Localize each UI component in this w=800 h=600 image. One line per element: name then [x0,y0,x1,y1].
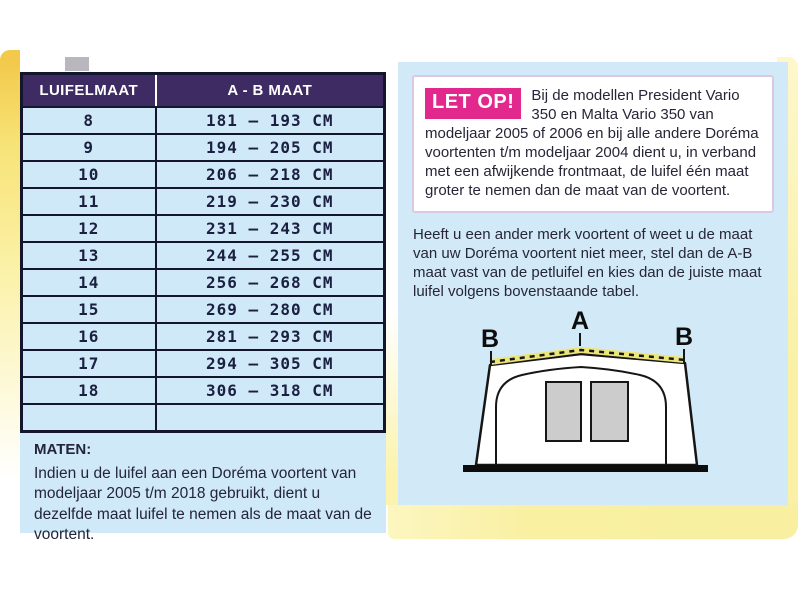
size-cell: 14 [22,269,156,296]
maten-text: Indien u de luifel aan een Doréma voortent van modeljaar 2005 t/m 2018 gebruikt, dient u dezelfde maat luifel te nemen als de maat van de voortent. [34,465,372,544]
range-cell: 231 – 243 CM [156,215,385,242]
info-panel [398,62,788,505]
maten-section [20,433,386,546]
column-header-luifelmaat: LUIFELMAAT [22,74,156,108]
size-cell: 9 [22,134,156,161]
range-cell: 194 – 205 CM [156,134,385,161]
table-row [22,350,385,377]
table-row [22,377,385,404]
table-header-row [22,74,385,108]
letop-badge: LET OP! [425,88,521,119]
size-cell: 8 [22,107,156,134]
size-cell: 16 [22,323,156,350]
tent-window [591,382,628,441]
table-row [22,404,385,432]
table-row [22,242,385,269]
tent-window [546,382,581,441]
range-cell [156,404,385,432]
table-row [22,161,385,188]
size-cell: 13 [22,242,156,269]
size-cell: 12 [22,215,156,242]
size-cell: 18 [22,377,156,404]
table-row [22,296,385,323]
range-cell: 294 – 305 CM [156,350,385,377]
label-b-left: B [480,325,500,354]
range-cell: 219 – 230 CM [156,188,385,215]
size-table-panel [20,72,386,544]
size-cell: 15 [22,296,156,323]
scan-artifact [65,57,89,71]
size-cell: 17 [22,350,156,377]
size-cell: 11 [22,188,156,215]
tent-diagram [428,307,758,483]
letop-box [412,75,774,213]
table-row [22,215,385,242]
ground-line [463,465,708,472]
size-cell [22,404,156,432]
luifelmaat-table [20,72,386,433]
table-row [22,134,385,161]
range-cell: 244 – 255 CM [156,242,385,269]
column-header-ab-maat: A - B MAAT [156,74,385,108]
label-b-right: B [674,323,694,352]
table-row [22,188,385,215]
page-edge-gap [386,310,398,505]
info-text: Heeft u een ander merk voortent of weet u de maat van uw Doréma voortent niet meer, stel dan de A-B maat vast van de petluifel en kies dan de juiste maat luifel volgens bovenstaande tabel. [413,226,762,301]
page-edge-bottom [388,503,798,539]
tent-outline [476,354,697,465]
table-row [22,107,385,134]
size-cell: 10 [22,161,156,188]
range-cell: 181 – 193 CM [156,107,385,134]
letop-text: Bij de modellen President Vario 350 en Malta Vario 350 van modeljaar 2005 of 2006 en bij alle andere Doréma voortenten t/m modeljaar 2004 dient u, in verband met een afwijkende frontmaat, de luifel één maat groter te nemen dan de maat van de voortent. [425,87,759,200]
table-row [22,269,385,296]
range-cell: 206 – 218 CM [156,161,385,188]
range-cell: 256 – 268 CM [156,269,385,296]
range-cell: 269 – 280 CM [156,296,385,323]
page-edge-left [0,50,20,480]
label-a: A [570,307,590,336]
maten-title: MATEN: [34,441,92,458]
table-row [22,323,385,350]
range-cell: 281 – 293 CM [156,323,385,350]
range-cell: 306 – 318 CM [156,377,385,404]
